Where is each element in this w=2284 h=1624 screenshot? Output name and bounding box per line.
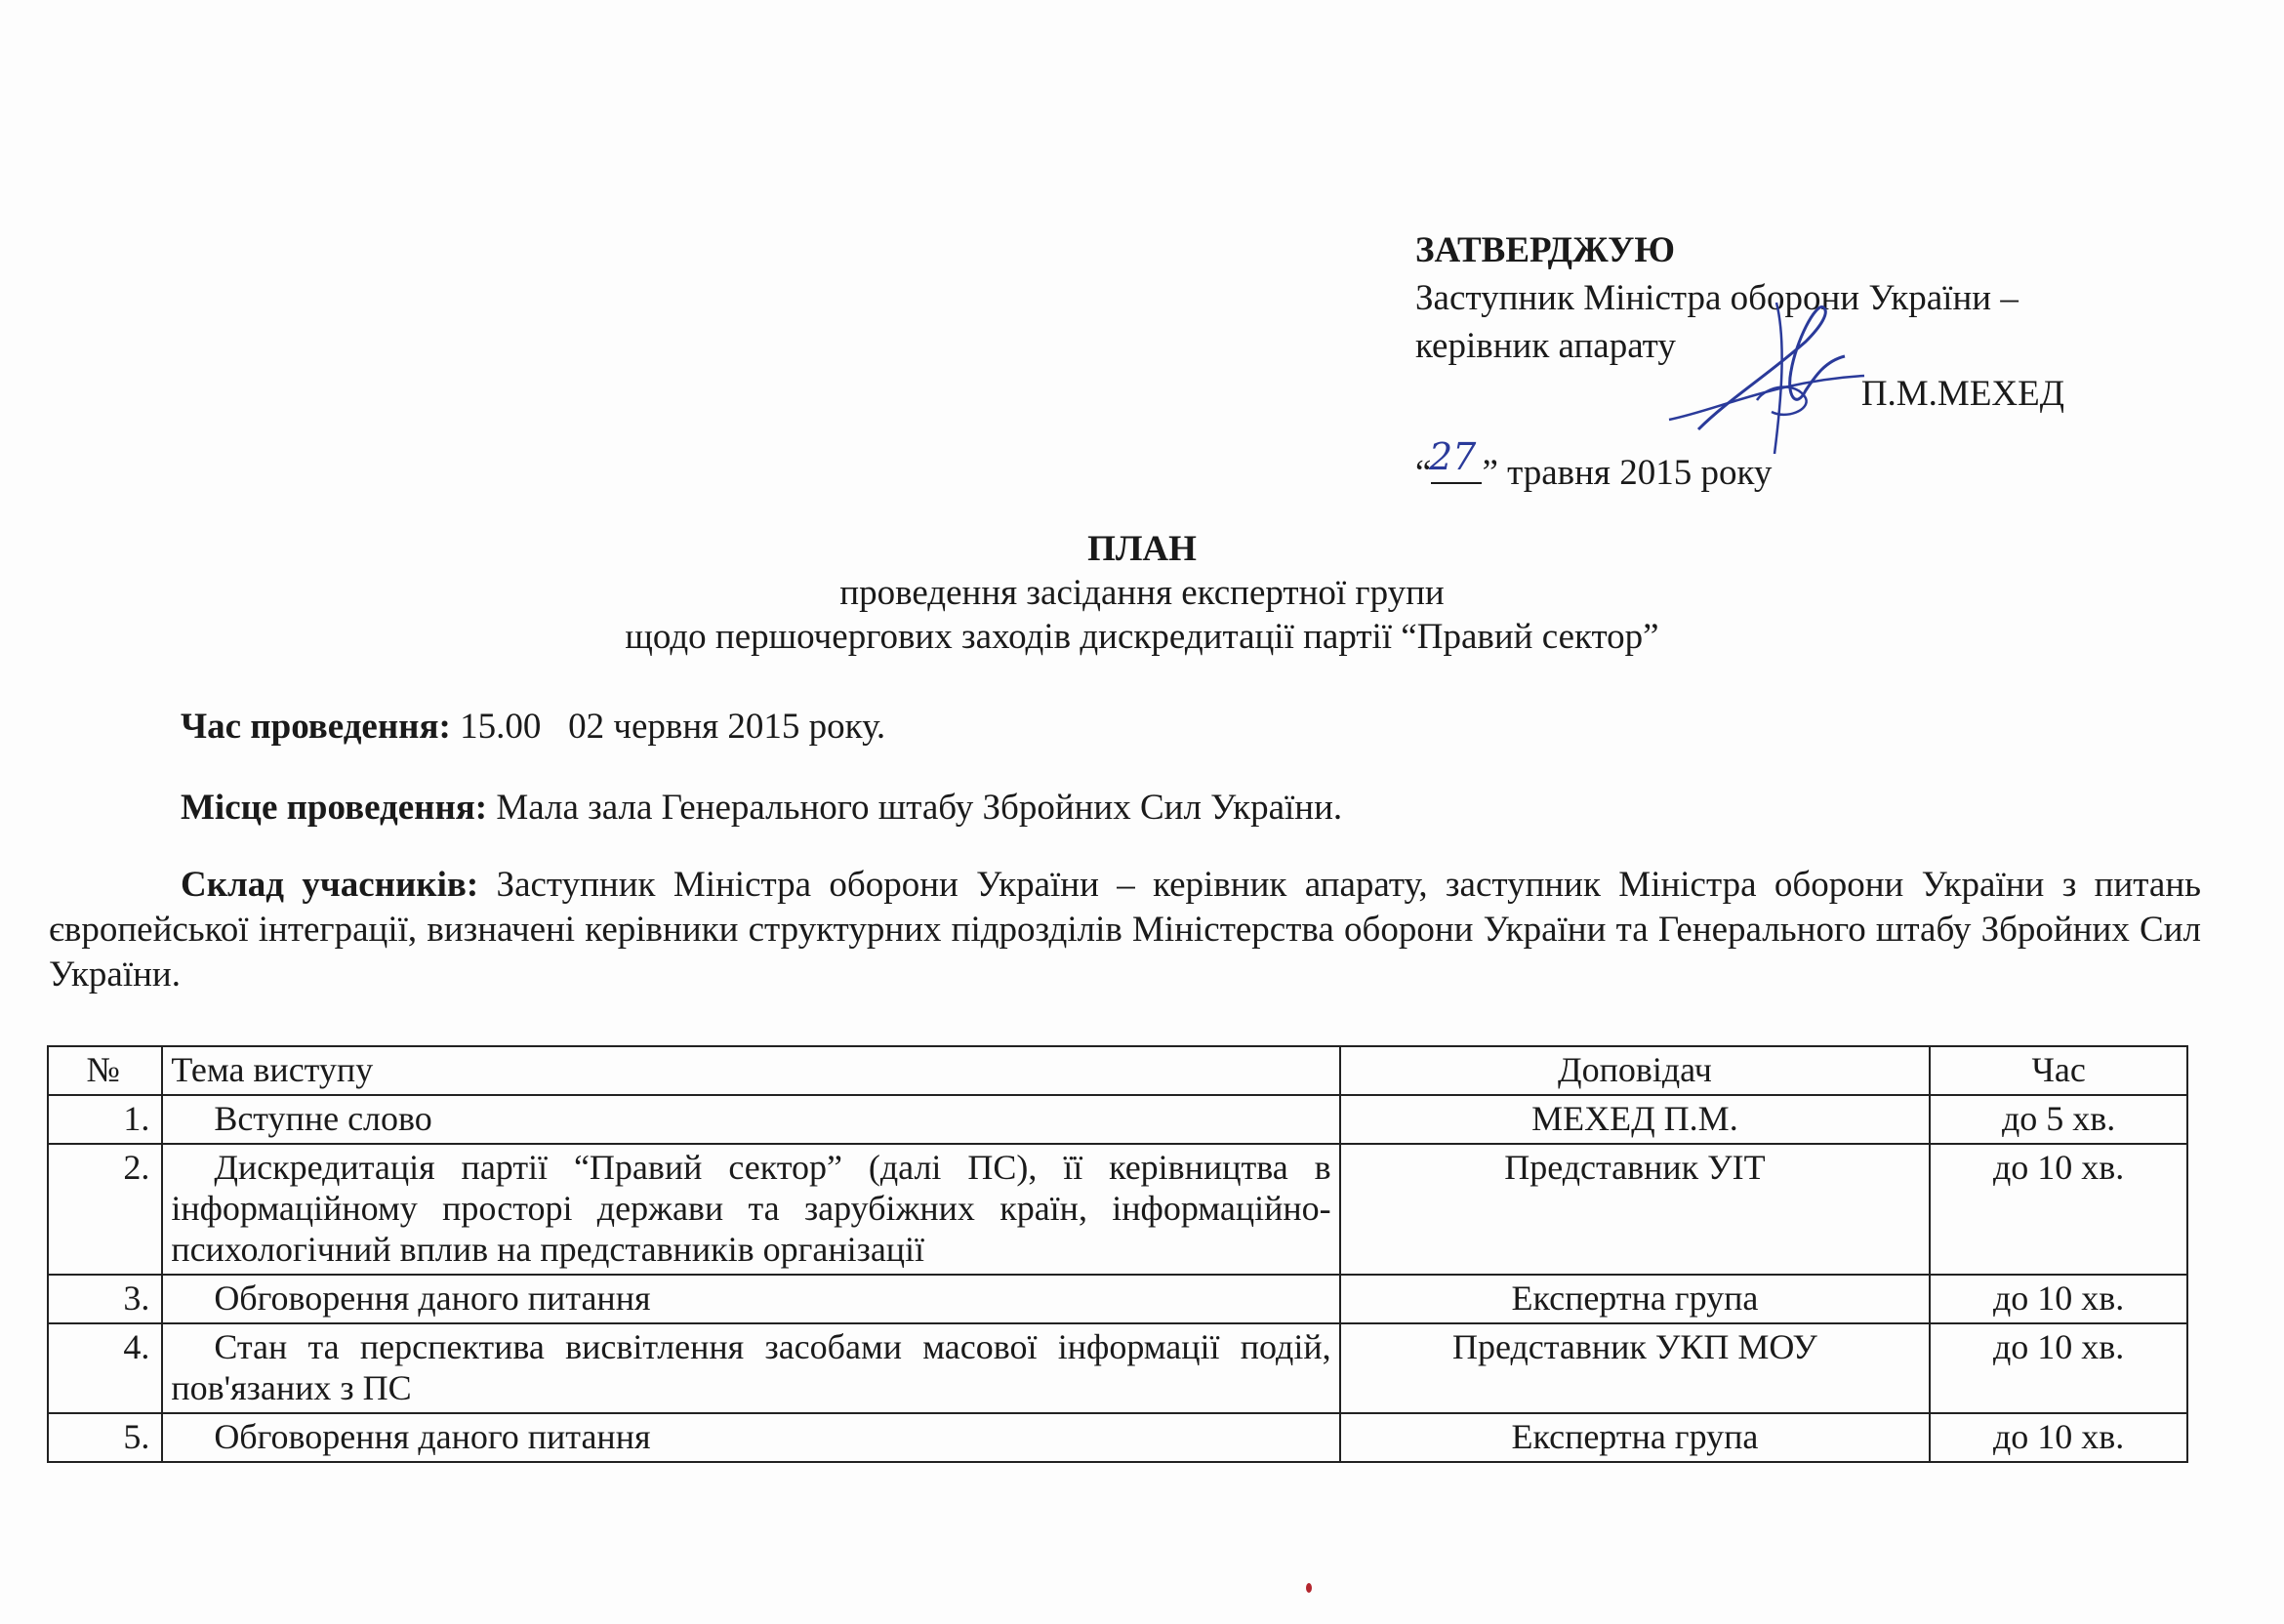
row-time: до 10 хв. xyxy=(1930,1413,2187,1462)
place-value: Мала зала Генерального штабу Збройних Сил України. xyxy=(487,788,1343,828)
place-label: Місце проведення: xyxy=(181,788,488,828)
row-topic xyxy=(162,1144,1339,1275)
participants-paragraph xyxy=(49,863,2201,997)
row-topic-text: Обговорення даного питання xyxy=(214,1417,651,1456)
row-topic-text: Дискредитація партії “Правий сектор” (далі ПС), її керівництва в інформаційному просторі держави та зарубіжних країн, інформаційно-психологічний вплив на представників організації xyxy=(171,1148,1331,1269)
row-speaker: Представник УІТ xyxy=(1340,1144,1931,1275)
table-row xyxy=(48,1323,2187,1413)
row-num: 4. xyxy=(48,1323,162,1413)
time-label: Час проведення: xyxy=(181,707,451,747)
row-speaker: Експертна група xyxy=(1340,1275,1931,1323)
row-num: 5. xyxy=(48,1413,162,1462)
approval-position-line1: Заступник Міністра оборони України – xyxy=(1415,278,2019,318)
row-time: до 10 хв. xyxy=(1930,1275,2187,1323)
row-topic xyxy=(162,1413,1339,1462)
approval-heading: ЗАТВЕРДЖУЮ xyxy=(1415,230,1676,270)
table-row xyxy=(48,1413,2187,1462)
table-row xyxy=(48,1144,2187,1275)
row-num: 1. xyxy=(48,1095,162,1144)
plan-subtitle-line2: щодо першочергових заходів дискредитації партії “Правий сектор” xyxy=(625,617,1659,657)
header-speaker: Доповідач xyxy=(1340,1046,1931,1095)
row-topic xyxy=(162,1323,1339,1413)
time-value: 15.00 02 червня 2015 року. xyxy=(450,707,886,747)
row-time: до 10 хв. xyxy=(1930,1323,2187,1413)
header-topic: Тема виступу xyxy=(162,1046,1339,1095)
table-row xyxy=(48,1275,2187,1323)
row-time: до 10 хв. xyxy=(1930,1144,2187,1275)
participants-label: Склад учасників: xyxy=(181,865,479,905)
row-speaker: Представник УКП МОУ xyxy=(1340,1323,1931,1413)
row-num: 2. xyxy=(48,1144,162,1275)
table-row xyxy=(48,1095,2187,1144)
plan-title: ПЛАН xyxy=(1087,529,1197,569)
row-topic xyxy=(162,1095,1339,1144)
approval-name: П.М.МЕХЕД xyxy=(1860,374,2064,414)
header-time: Час xyxy=(1930,1046,2187,1095)
place-paragraph xyxy=(49,786,2201,831)
ink-mark xyxy=(1306,1583,1312,1593)
date-rest: ” травня 2015 року xyxy=(1482,453,1773,493)
table-header-row xyxy=(48,1046,2187,1095)
row-topic xyxy=(162,1275,1339,1323)
row-time: до 5 хв. xyxy=(1930,1095,2187,1144)
row-speaker: МЕХЕД П.М. xyxy=(1340,1095,1931,1144)
agenda-table xyxy=(47,1045,2188,1463)
header-num: № xyxy=(48,1046,162,1095)
row-speaker: Експертна група xyxy=(1340,1413,1931,1462)
handwritten-day xyxy=(1423,434,1491,478)
signature-icon xyxy=(1659,283,1874,459)
plan-subtitle-line1: проведення засідання експертної групи xyxy=(839,573,1445,613)
plan-title-block xyxy=(0,527,2284,659)
participants-value: Заступник Міністра оборони України – керівник апарату, заступник Міністра оборони України з питань європейської інтеграції, визначені керівники структурних підрозділів Міністерства оборони України та Генерального штабу Збройних Сил України. xyxy=(49,865,2201,995)
time-paragraph xyxy=(49,705,2201,750)
row-topic-text: Стан та перспектива висвітлення засобами масової інформації подій, пов'язаних з ПС xyxy=(171,1327,1331,1407)
row-num: 3. xyxy=(48,1275,162,1323)
row-topic-text: Вступне слово xyxy=(214,1099,432,1138)
handwritten-day-text: 27 xyxy=(1429,435,1477,478)
date-open-quote: “ xyxy=(1415,453,1432,493)
approval-position-line2: керівник апарату xyxy=(1415,326,1676,366)
row-topic-text: Обговорення даного питання xyxy=(214,1279,651,1318)
